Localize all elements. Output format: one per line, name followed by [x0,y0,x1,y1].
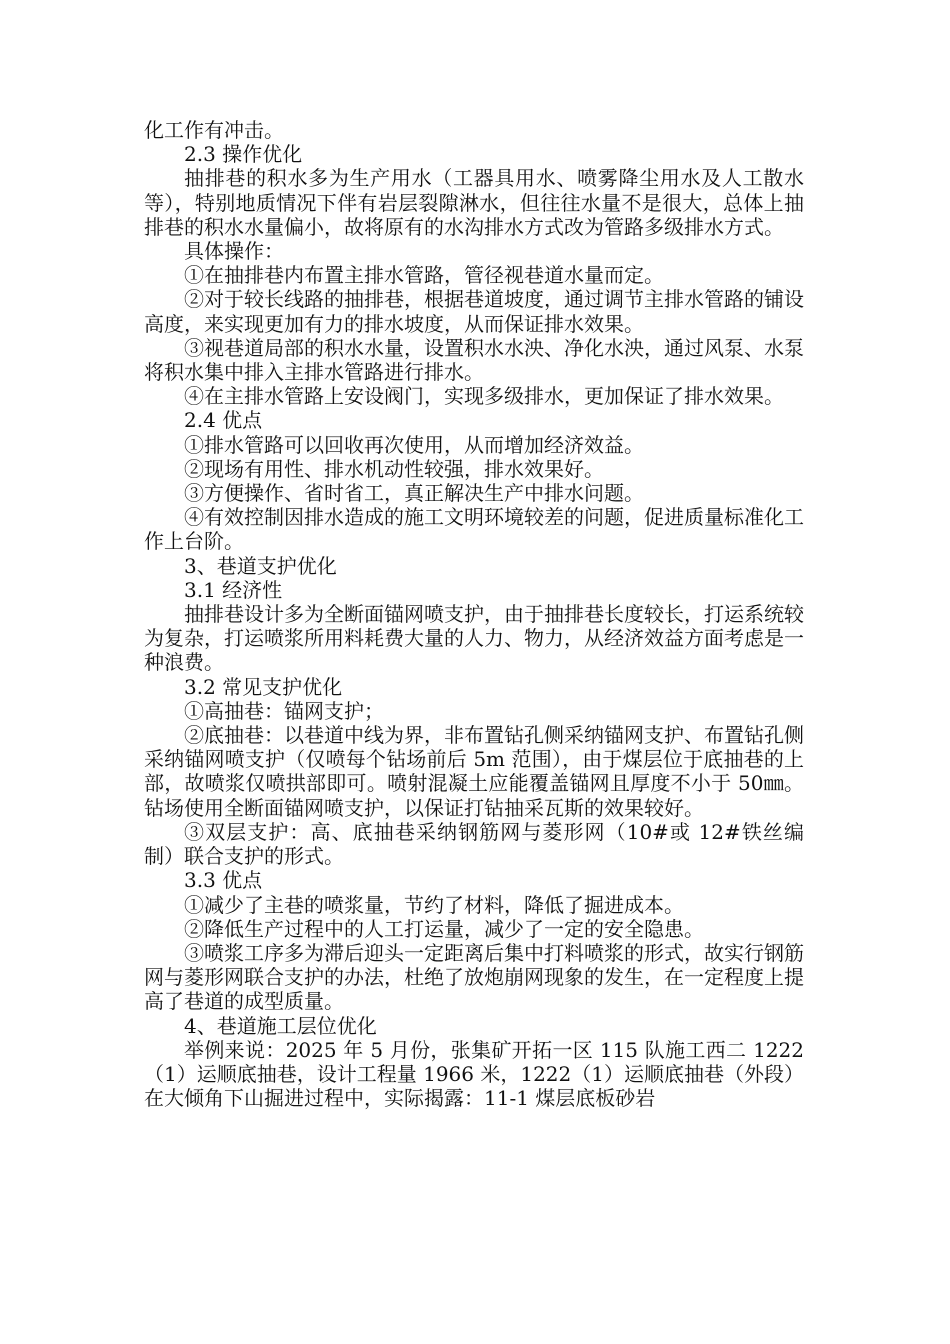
list-item: ②底抽巷：以巷道中线为界，非布置钻孔侧采纳锚网支护、布置钻孔侧采纳锚网喷支护（仅喷每个钻场前后 5m 范围），由于煤层位于底抽巷的上部，故喷浆仅喷拱部即可。喷射混凝土应能覆盖锚网且厚度不小于 50㎜。钻场使用全断面锚网喷支护，以保证打钻抽采瓦斯的效果较好。 [144,723,804,820]
list-item: ④有效控制因排水造成的施工文明环境较差的问题，促进质量标准化工作上台阶。 [144,505,804,554]
list-item: ①高抽巷：锚网支护； [184,698,384,723]
list-item: ①在抽排巷内布置主排水管路，管径视巷道水量而定。 [184,263,664,288]
paragraph: 举例来说：2025 年 5 月份，张集矿开拓一区 115 队施工西二 1222（1）运顺底抽巷，设计工程量 1966 米，1222（1）运顺底抽巷（外段）在大倾角下山掘进过程中，实际揭露：11-1 煤层底板砂岩 [144,1037,804,1111]
list-item: ③双层支护：高、底抽巷采纳钢筋网与菱形网（10#或 12#铁丝编制）联合支护的形式。 [144,819,804,869]
document-page [144,118,804,1110]
list-item: ③方便操作、省时省工，真正解决生产中排水问题。 [184,481,644,506]
list-item: ①排水管路可以回收再次使用，从而增加经济效益。 [184,432,644,457]
list-item: ②降低生产过程中的人工打运量，减少了一定的安全隐患。 [184,916,704,941]
list-item: ③视巷道局部的积水水量，设置积水水泱、净化水泱，通过风泵、水泵将积水集中排入主排水管路进行排水。 [144,335,804,385]
paragraph: 抽排巷设计多为全断面锚网喷支护，由于抽排巷长度较长，打运系统较为复杂，打运喷浆所用料耗费大量的人力、物力，从经济效益方面考虑是一种浪费。 [144,602,804,675]
paragraph-continuation: 化工作有冲击。 [144,118,284,142]
list-item: ②对于较长线路的抽排巷，根据巷道坡度，通过调节主排水管路的铺设高度，来实现更加有力的排水坡度，从而保证排水效果。 [144,287,804,336]
section-heading-3-2: 3.2 常见支护优化 [184,674,343,699]
section-heading-2-4: 2.4 优点 [184,408,263,433]
section-heading-3-3: 3.3 优点 [184,868,263,893]
section-heading-4: 4、巷道施工层位优化 [184,1013,377,1038]
list-item: ④在主排水管路上安设阀门，实现多级排水，更加保证了排水效果。 [184,384,784,409]
section-heading-2-3: 2.3 操作优化 [184,142,303,167]
section-heading-3-1: 3.1 经济性 [184,577,283,602]
paragraph: 抽排巷的积水多为生产用水（工器具用水、喷雾降尘用水及人工散水等），特别地质情况下伴有岩层裂隙淋水，但往往水量不是很大，总体上抽排巷的积水水量偏小，故将原有的水沟排水方式改为管路多级排水方式。 [144,166,804,239]
list-item: ①减少了主巷的喷浆量，节约了材料，降低了掘进成本。 [184,892,684,917]
list-item: ②现场有用性、排水机动性较强，排水效果好。 [184,456,604,481]
section-heading-3: 3、巷道支护优化 [184,553,337,578]
list-item: ③喷浆工序多为滞后迎头一定距离后集中打料喷浆的形式，故实行钢筋网与菱形网联合支护的办法，杜绝了放炮崩网现象的发生，在一定程度上提高了巷道的成型质量。 [144,940,804,1014]
paragraph: 具体操作： [184,239,284,264]
